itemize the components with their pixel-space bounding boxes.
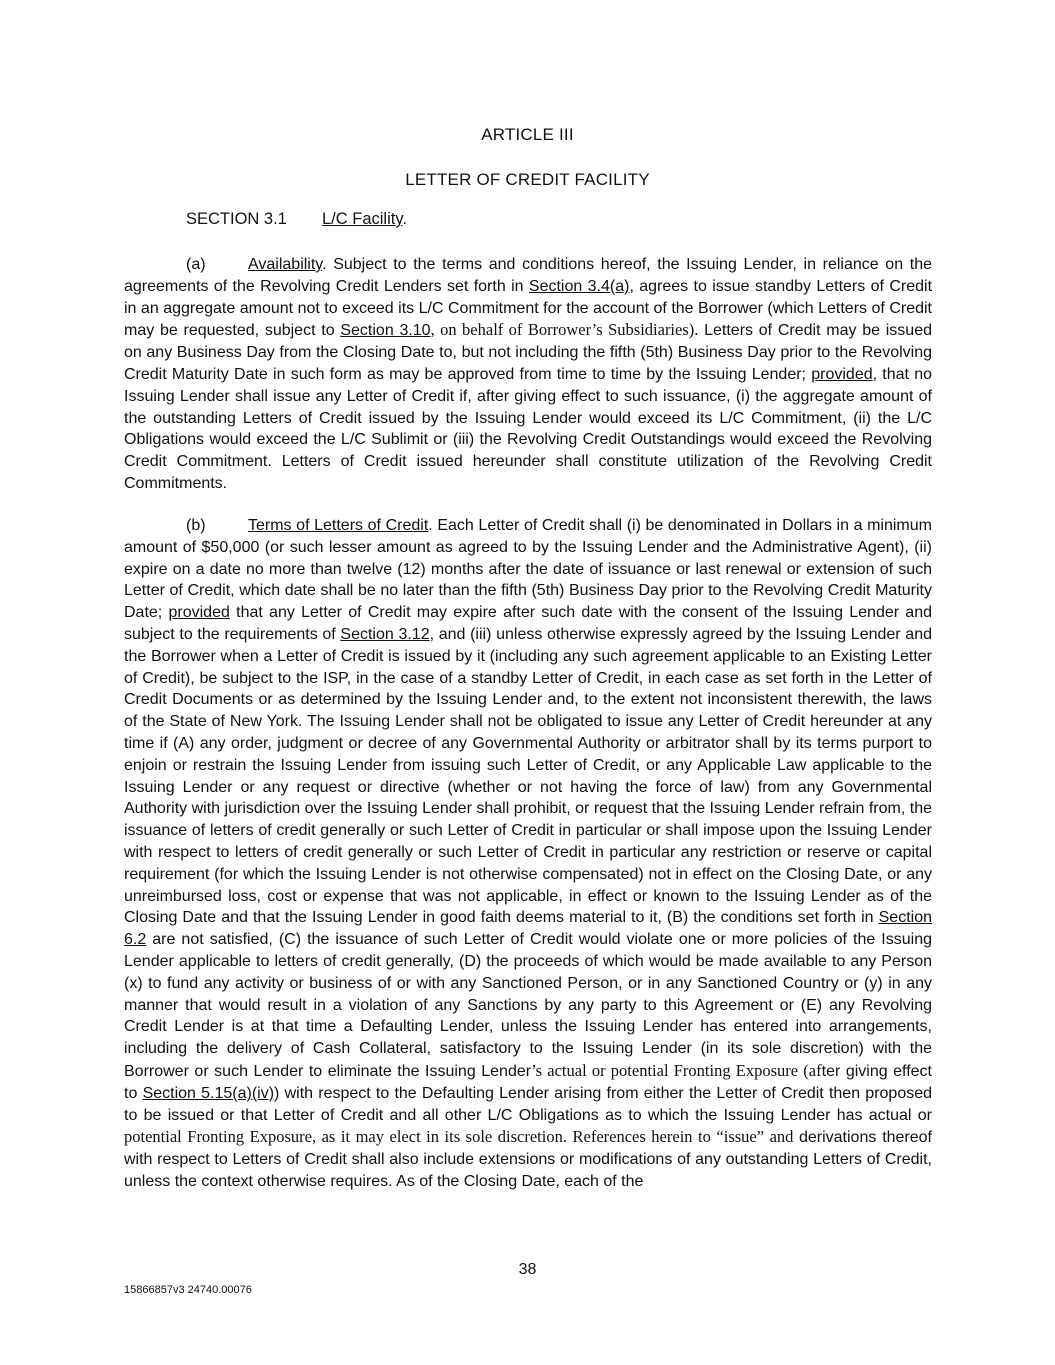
paragraph-b-text: derivations thereof with respect to Letters of Credit shall also include extensions or modifications of any outstanding Letters of Credit, unless the context otherwise requires. As of the Closing Date, each of the <box>124 1129 933 1190</box>
cross-reference: Section 6.2 <box>124 909 932 949</box>
section-title: L/C Facility <box>322 210 403 228</box>
section-heading <box>186 210 407 229</box>
paragraph-b-text: ter giving effect to <box>124 1062 932 1102</box>
paragraph-b-text: are not satisfied, (C) the issuance of such Letter of Credit would violate one or more policies of the Issuing Lender applicable to letters of credit generally, (D) the proceeds of which would be made available to any Person (x) to fund any activity or business of or with any Sanctioned Person, or in any Sanctioned Country or (y) in any manner that would result in a violation of any Sanctions by any party to this Agreement or (E) any Revolving Credit Lender is at that time a Defaulting Lender, unless the Issuing Lender has entered into arrangements, including the delivery of Cash Collateral, satisfactory to the Issuing Lender (in its sole discretion) with the Borrower or such Lender to eliminate the Issuing Lender <box>124 931 932 1080</box>
paragraph-a-label: (a) <box>186 256 206 273</box>
cross-reference: Section 3.4(a) <box>528 277 630 295</box>
paragraph-a <box>124 254 932 495</box>
paragraph-b-text: ) with respect to the Defaulting Lender arising from either the Letter of Credit then proposed to be issued or that Letter of Credit and all other L/C Obligations as to which the Issuing Lender has actual or <box>124 1084 933 1124</box>
proviso-term: provided <box>811 365 873 383</box>
paragraph-a-text: , that no Issuing Lender shall issue any Letter of Credit if, after giving effect to such issuance, (i) the aggregate amount of the outstanding Letters of Credit issued by the Issuing Lender would exceed its L/C Commitment, (ii) the L/C Obligations would exceed the L/C Sublimit or (iii) the Revolving Credit Outstandings would exceed the Revolving Credit Commitment. Letters of Credit issued hereunder shall constitute utilization of the Revolving Credit Commitments. <box>124 365 932 492</box>
section-title-period: . <box>402 210 407 228</box>
paragraph-b-text: potential Fronting Exposure, as it may elect in its sole discretion. References herein to “issue” and <box>124 1127 799 1147</box>
paragraph-b-text: . Each Letter of Credit shall (i) be denominated in Dollars in a minimum amount of $50,000 (or such lesser amount as agreed to by the Issuing Lender and the Administrative Agent), (ii) expire on a date no more than twelve (12) months after the date of issuance or last renewal or extension of such Letter of Credit, which date shall be no later than the fifth (5th) Business Day prior to the Revolving Credit Maturity Date; <box>124 517 932 622</box>
paragraph-a-heading: Availability <box>248 256 323 273</box>
section-number: SECTION 3.1 <box>186 210 287 228</box>
paragraph-b-heading: Terms of Letters of Credit <box>248 517 429 534</box>
paragraph-b-text: that any Letter of Credit may expire after such date with the consent of the Issuing Lender and subject to the requirements of <box>124 604 933 643</box>
article-heading: ARTICLE III <box>481 125 574 144</box>
proviso-term: provided <box>168 604 230 622</box>
cross-reference: Section 5.15(a)(iv) <box>142 1084 275 1102</box>
paragraph-b-text: ’s actual or potential Fronting Exposure (af <box>531 1060 822 1080</box>
document-id: 15866857v3 24740.00076 <box>124 1284 252 1296</box>
paragraph-a-text: . Subject to the terms and conditions hereof, the Issuing Lender, in reliance on the agreements of the Revolving Credit Lenders set forth in <box>124 256 932 295</box>
article-title: LETTER OF CREDIT FACILITY <box>405 170 650 189</box>
cross-reference: Section 3.12 <box>340 625 430 643</box>
paragraph-b <box>124 515 932 1193</box>
paragraph-b-text: , and (iii) unless otherwise expressly agreed by the Issuing Lender and the Borrower when a Letter of Credit is issued by it (including any such agreement applicable to an Existing Letter of Credit), be subject to the ISP, in the case of a standby Letter of Credit, in each case as set forth in the Letter of Credit Documents or as determined by the Issuing Lender and, to the extent not inconsistent therewith, the laws of the State of New York. The Issuing Lender shall not be obligated to issue any Letter of Credit hereunder at any time if (A) any order, judgment or decree of any Governmental Authority or arbitrator shall by its terms purport to enjoin or restrain the Issuing Lender from issuing such Letter of Credit, or any Applicable Law applicable to the Issuing Lender or any request or directive (whether or not having the force of law) from any Governmental Authority with jurisdiction over the Issuing Lender shall prohibit, or request that the Issuing Lender refrain from, the issuance of letters of credit generally or such Letter of Credit in particular or shall impose upon the Issuing Lender with respect to letters of credit generally or such Letter of Credit in particular any restriction or reserve or capital requirement (for which the Issuing Lender is not otherwise compensated) not in effect on the Closing Date, or any unreimbursed loss, cost or expense that was not applicable, in effect or known to the Issuing Lender as of the Closing Date and that the Issuing Lender in good faith deems material to it, (B) the conditions set forth in <box>124 625 932 927</box>
cross-reference: Section 3.10 <box>340 322 431 340</box>
paragraph-b-label: (b) <box>186 517 206 534</box>
paragraph-a-text: Letters of Credit may be issued on any Business Day from the Closing Date to, but not including the fifth (5th) Business Day prior to the Revolving Credit Maturity Date in such form as may be approved from time to time by the Issuing Lender; <box>124 322 932 383</box>
page-number: 38 <box>518 1261 537 1278</box>
paragraph-a-text: , on behalf of Borrower’s Subsidiaries). <box>430 320 699 340</box>
paragraph-a-text: , agrees to issue standby Letters of Credit in an aggregate amount not to exceed its L/C Commitment for the account of the Borrower (which Letters of Credit may be requested, subject to <box>124 277 933 340</box>
